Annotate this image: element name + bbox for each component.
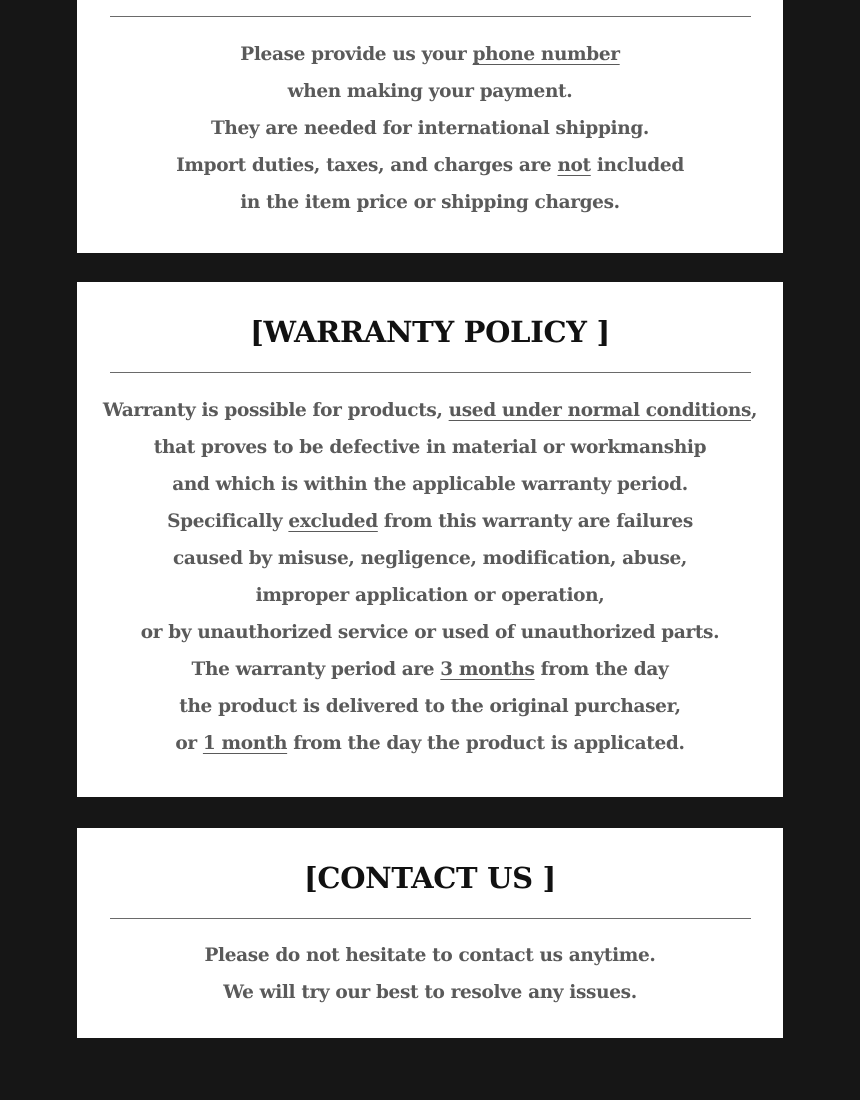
text-line: in the item price or shipping charges. bbox=[240, 192, 620, 213]
warranty-policy-section bbox=[77, 282, 783, 797]
text-line: caused by misuse, negligence, modification, abuse, bbox=[172, 548, 688, 569]
contact-us-section bbox=[77, 828, 783, 1038]
section-divider bbox=[110, 372, 751, 373]
warranty-policy-title: [WARRANTY POLICY ] bbox=[250, 315, 610, 349]
underlined-phrase: excluded bbox=[288, 511, 378, 532]
section-divider bbox=[110, 16, 751, 17]
contact-us-title: [CONTACT US ] bbox=[304, 861, 556, 895]
shipping-notice-text bbox=[77, 36, 783, 221]
underlined-phrase: phone number bbox=[472, 44, 620, 65]
contact-us-text bbox=[77, 937, 783, 1011]
text-line: and which is within the applicable warranty period. bbox=[172, 474, 688, 495]
text-line: improper application or operation, bbox=[255, 585, 605, 606]
text-line: The warranty period are 3 months from the day bbox=[191, 659, 669, 680]
text-line: They are needed for international shipping. bbox=[210, 118, 650, 139]
text-line: that proves to be defective in material or workmanship bbox=[153, 437, 707, 458]
text-line: Please provide us your phone number bbox=[240, 44, 620, 65]
text-line: Please do not hesitate to contact us anytime. bbox=[204, 945, 656, 966]
underlined-phrase: used under normal conditions bbox=[448, 400, 752, 421]
section-divider bbox=[110, 918, 751, 919]
underlined-phrase: 3 months bbox=[440, 659, 535, 680]
text-line: the product is delivered to the original purchaser, bbox=[179, 696, 681, 717]
text-line: Specifically excluded from this warranty are failures bbox=[167, 511, 693, 532]
text-line: We will try our best to resolve any issues. bbox=[223, 982, 637, 1003]
text-line: or by unauthorized service or used of unauthorized parts. bbox=[140, 622, 720, 643]
text-line: when making your payment. bbox=[287, 81, 573, 102]
text-line: Warranty is possible for products, used under normal conditions, bbox=[102, 400, 758, 421]
warranty-policy-text bbox=[77, 392, 783, 762]
text-line: Import duties, taxes, and charges are not included bbox=[176, 155, 684, 176]
shipping-notice-section bbox=[77, 0, 783, 253]
underlined-phrase: 1 month bbox=[202, 733, 288, 754]
underlined-phrase: not bbox=[557, 155, 591, 176]
text-line: or 1 month from the day the product is applicated. bbox=[175, 733, 685, 754]
